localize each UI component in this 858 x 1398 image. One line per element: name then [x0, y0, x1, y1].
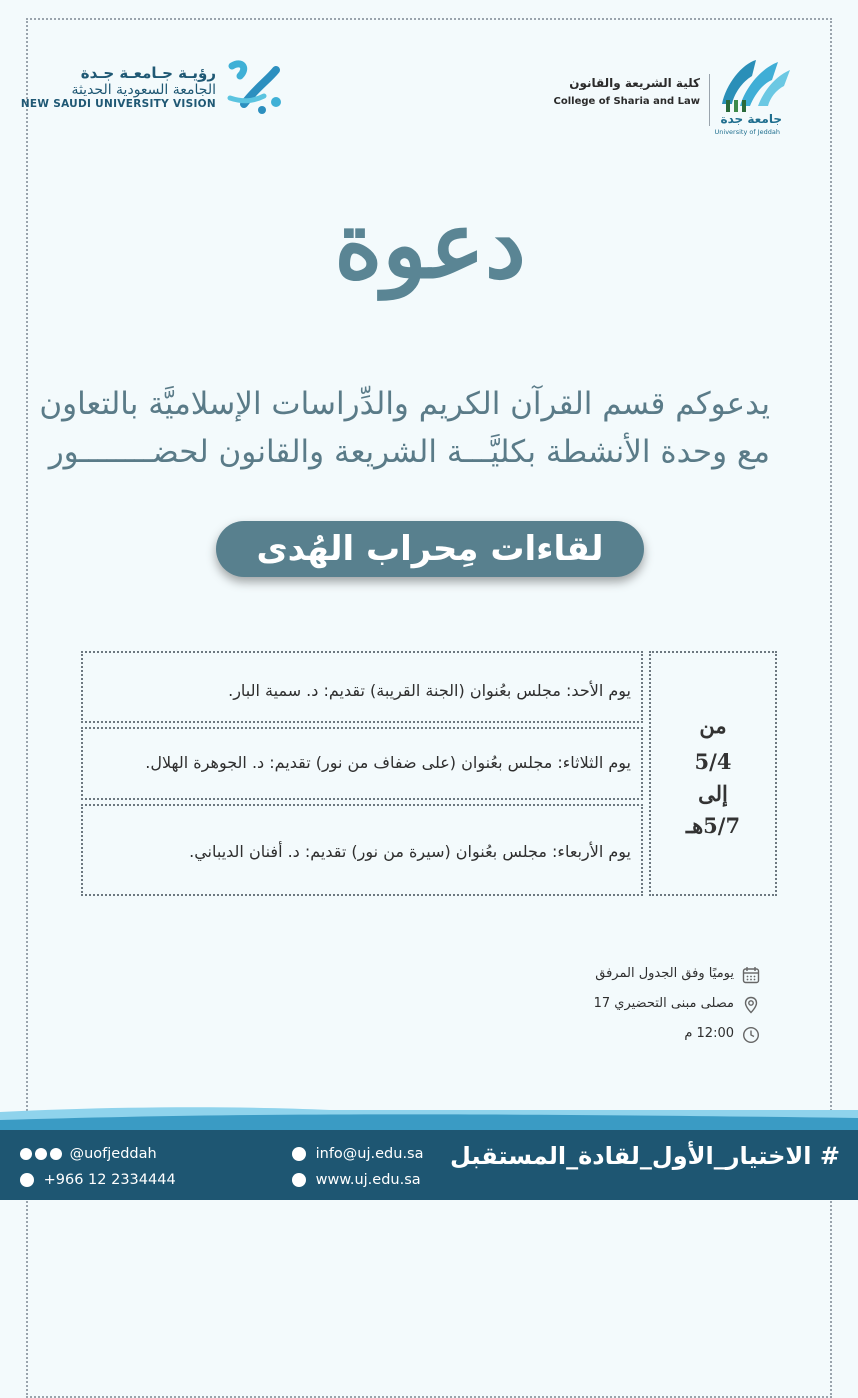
university-name-arabic: جامعة جدة	[720, 112, 782, 126]
event-details	[420, 964, 760, 1054]
days-text: يوميًا وفق الجدول المرفق	[595, 966, 734, 981]
event-name-banner	[216, 521, 644, 577]
twitter-icon	[35, 1148, 47, 1160]
social-handle[interactable]	[20, 1146, 157, 1162]
footer-hashtag: # الاختيار_الأول_لقادة_المستقبل	[450, 1142, 840, 1170]
university-vision-logo	[20, 58, 288, 122]
location-pin-icon	[742, 996, 760, 1014]
phone-text: +966 12 2334444	[43, 1172, 176, 1188]
globe-icon	[292, 1173, 306, 1187]
university-name-english: University of Jeddah	[714, 128, 780, 136]
phone-contact[interactable]	[20, 1172, 176, 1188]
schedule-row-text: يوم الأربعاء: مجلس بعُنوان (سيرة من نور) تقديم: د. أفنان الديباني.	[189, 842, 631, 861]
email-text: info@uj.edu.sa	[315, 1146, 424, 1162]
intro-line-1: يدعوكم قسم القرآن الكريم والدِّراسات الإسلاميَّة بالتعاون	[39, 386, 770, 422]
date-to-value: 5/7هـ	[685, 813, 741, 838]
snapchat-icon	[50, 1148, 62, 1160]
intro-line-2: مع وحدة الأنشطة بكليَّـــة الشريعة والقانون لحضــــــــور	[48, 434, 770, 470]
location-text: مصلى مبنى التحضيري 17	[593, 996, 734, 1011]
logo-divider	[709, 74, 710, 126]
invitation-intro	[39, 380, 770, 476]
event-name: لقاءات مِحراب الهُدى	[256, 529, 604, 569]
email-contact[interactable]	[292, 1146, 424, 1162]
social-handle-text: @uofjeddah	[69, 1146, 157, 1162]
schedule-row-text: يوم الأحد: مجلس بعُنوان (الجنة القريبة) تقديم: د. سمية البار.	[228, 681, 631, 700]
vision-logo-title: رؤيـة جـامعـة جـدة	[80, 64, 216, 82]
phone-icon	[20, 1173, 34, 1187]
days-detail	[420, 964, 760, 994]
website-link[interactable]	[292, 1172, 421, 1188]
college-name-english: College of Sharia and Law	[553, 96, 700, 107]
schedule-row-text: يوم الثلاثاء: مجلس بعُنوان (على ضفاف من نور) تقديم: د. الجوهرة الهلال.	[145, 753, 631, 772]
invitation-title-text: دعوة	[334, 191, 526, 299]
invitation-title	[330, 170, 530, 330]
schedule-row-tuesday	[81, 727, 643, 800]
vision-logo-english: NEW SAUDI UNIVERSITY VISION	[20, 98, 216, 110]
location-detail	[420, 994, 760, 1024]
calendar-icon	[742, 966, 760, 984]
email-icon	[292, 1147, 306, 1161]
date-from-value: 5/4	[694, 749, 732, 774]
date-from-label: من	[699, 713, 727, 738]
instagram-icon	[20, 1148, 32, 1160]
date-range-box	[649, 651, 777, 896]
vision-mark-icon	[224, 58, 288, 118]
website-text: www.uj.edu.sa	[315, 1172, 421, 1188]
schedule-table	[81, 651, 777, 896]
schedule-row-sunday	[81, 651, 643, 723]
time-detail	[420, 1024, 760, 1054]
date-to-label: إلى	[698, 781, 728, 806]
time-text: 12:00 م	[684, 1026, 734, 1041]
college-logo	[553, 54, 796, 136]
college-name-arabic: كلية الشريعة والقانون	[569, 76, 700, 90]
vision-logo-subtitle: الجامعة السعودية الحديثة	[71, 82, 216, 98]
clock-icon	[742, 1026, 760, 1044]
schedule-row-wednesday	[81, 804, 643, 896]
university-crest-icon	[712, 54, 796, 114]
